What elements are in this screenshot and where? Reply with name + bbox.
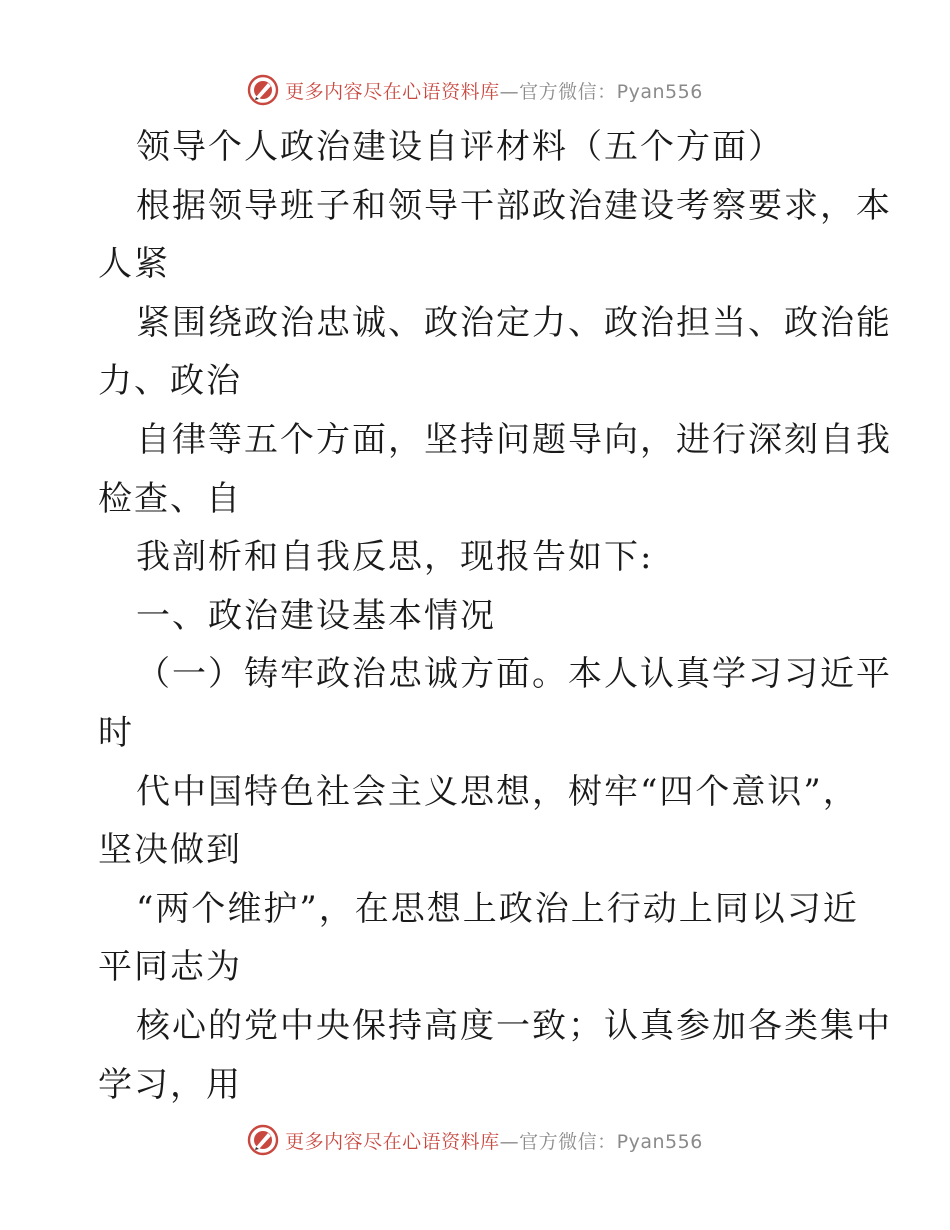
header-watermark <box>0 70 950 110</box>
document-line: 自律等五个方面，坚持问题导向，进行深刻自我 <box>136 419 892 460</box>
document-line: “两个维护”，在思想上政治上行动上同以习近 <box>136 888 859 929</box>
footer-watermark <box>0 1120 950 1160</box>
document-line: 我剖析和自我反思，现报告如下: <box>136 537 654 578</box>
document-line: 领导个人政治建设自评材料（五个方面） <box>136 127 784 167</box>
watermark-dash: — <box>499 1130 520 1153</box>
watermark-text: 更多内容尽在心语资料库 <box>285 80 500 103</box>
watermark-wechat: 官方微信：Pyan556 <box>519 80 703 103</box>
document-line: 紧围绕政治忠诚、政治定力、政治担当、政治能 <box>136 302 892 343</box>
pen-logo-icon <box>247 1124 279 1156</box>
watermark-dash: — <box>499 80 520 103</box>
document-line: 学习，用 <box>98 1064 242 1105</box>
document-line: 检查、自 <box>98 478 242 519</box>
document-line: 一、政治建设基本情况 <box>136 595 496 636</box>
document-line: 核心的党中央保持高度一致；认真参加各类集中 <box>136 1005 892 1046</box>
document-line: 人紧 <box>98 244 170 285</box>
document-line: （一）铸牢政治忠诚方面。本人认真学习习近平 <box>136 654 892 695</box>
document-line: 代中国特色社会主义思想，树牢“四个意识”， <box>136 771 859 812</box>
document-line: 根据领导班子和领导干部政治建设考察要求，本 <box>136 185 892 226</box>
watermark-text: 更多内容尽在心语资料库 <box>285 1130 500 1153</box>
document-body <box>98 118 892 1114</box>
document-line: 力、政治 <box>98 361 242 402</box>
watermark-wechat: 官方微信：Pyan556 <box>519 1130 703 1153</box>
document-line: 坚决做到 <box>98 830 242 871</box>
document-line: 时 <box>98 712 134 753</box>
document-line: 平同志为 <box>98 947 242 988</box>
pen-logo-icon <box>247 74 279 106</box>
